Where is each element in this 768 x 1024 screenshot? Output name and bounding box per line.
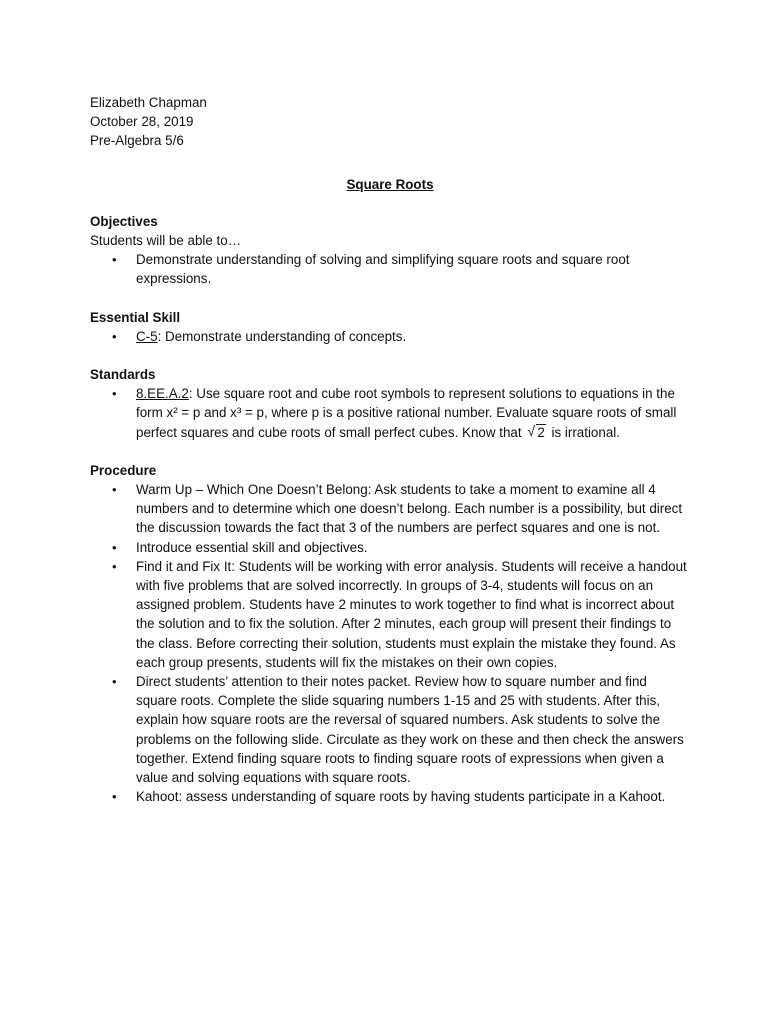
procedure-heading: Procedure: [90, 462, 157, 478]
list-item: [90, 787, 690, 806]
objectives-heading: Objectives: [90, 213, 158, 229]
essential-skill-section: [90, 308, 690, 346]
standards-heading: Standards: [90, 367, 156, 383]
procedure-section: [90, 461, 690, 807]
radicand: 2: [537, 424, 545, 440]
standards-list: [90, 384, 690, 442]
document-title: Square Roots: [346, 176, 434, 192]
radical-sign: √: [527, 422, 535, 439]
skill-text: : Demonstrate understanding of concepts.: [157, 328, 407, 344]
essential-skill-list: [90, 327, 690, 346]
procedure-step-text: Find it and Fix It: Students will be working with error analysis. Students will receive a handout with five problems that are solved incorrectly. In groups of 3-4, students will focus on an assigned problem. Students have 2 minutes to work together to find what is incorrect about the solution and to fix the solution. After 2 minutes, each group will present their findings to the class. Before correcting their solution, students must explain the mistake they found. As each group presents, students will fix the mistakes on their own copies.: [136, 558, 687, 670]
square-root-expression: [527, 423, 545, 442]
bullet-icon: •: [112, 386, 117, 402]
lesson-date: October 28, 2019: [90, 114, 194, 130]
standards-section: [90, 365, 690, 442]
essential-skill-heading: Essential Skill: [90, 309, 181, 325]
bullet-icon: •: [112, 328, 117, 344]
bullet-icon: •: [112, 789, 117, 805]
bullet-icon: •: [112, 558, 117, 574]
procedure-list: [90, 480, 690, 806]
procedure-step-text: Direct students’ attention to their notes packet. Review how to square number and find square roots. Complete the slide squaring numbers 1-15 and 25 with students. After this, explain how square roots are the reversal of squared numbers. Ask students to solve the problems on the following slide. Circulate as they work on these and then check the answers together. Extend finding square roots to finding square roots of expressions when given a value and solving equations with square roots.: [136, 674, 684, 786]
objectives-intro: Students will be able to…: [90, 233, 242, 249]
bullet-icon: •: [112, 539, 117, 555]
bullet-icon: •: [112, 674, 117, 690]
list-item: [90, 250, 690, 288]
list-item: [90, 672, 690, 787]
list-item: [90, 557, 690, 672]
teacher-name: Elizabeth Chapman: [90, 95, 207, 110]
procedure-step-text: Introduce essential skill and objectives.: [136, 539, 368, 555]
standard-text-end: is irrational.: [551, 424, 620, 440]
objectives-section: [90, 212, 690, 289]
objectives-list: [90, 250, 690, 288]
standard-code-link[interactable]: 8.EE.A.2: [136, 386, 189, 402]
objective-text: Demonstrate understanding of solving and simplifying square roots and square root expressions.: [136, 252, 630, 287]
bullet-icon: •: [112, 482, 117, 498]
procedure-step-text: Kahoot: assess understanding of square roots by having students participate in a Kahoot.: [136, 789, 666, 805]
list-item: [90, 327, 690, 346]
list-item: [90, 480, 690, 538]
list-item: [90, 384, 690, 442]
list-item: [90, 538, 690, 557]
bullet-icon: •: [112, 252, 117, 268]
procedure-step-text: Warm Up – Which One Doesn’t Belong: Ask students to take a moment to examine all 4 numbers and to determine which one doesn’t belong. Each number is a possibility, but direct the discussion towards the fact that 3 of the numbers are perfect squares and one is not.: [136, 482, 683, 536]
standard-text: : Use square root and cube root symbols to represent solutions to equations in the form x² = p and x³ = p, where p is a positive rational number. Evaluate square roots of small perfect squares and cube roots of small perfect cubes. Know that: [136, 386, 677, 440]
class-name: Pre-Algebra 5/6: [90, 133, 184, 149]
skill-code-link[interactable]: C-5: [136, 328, 158, 344]
lesson-plan-page: [90, 93, 690, 826]
